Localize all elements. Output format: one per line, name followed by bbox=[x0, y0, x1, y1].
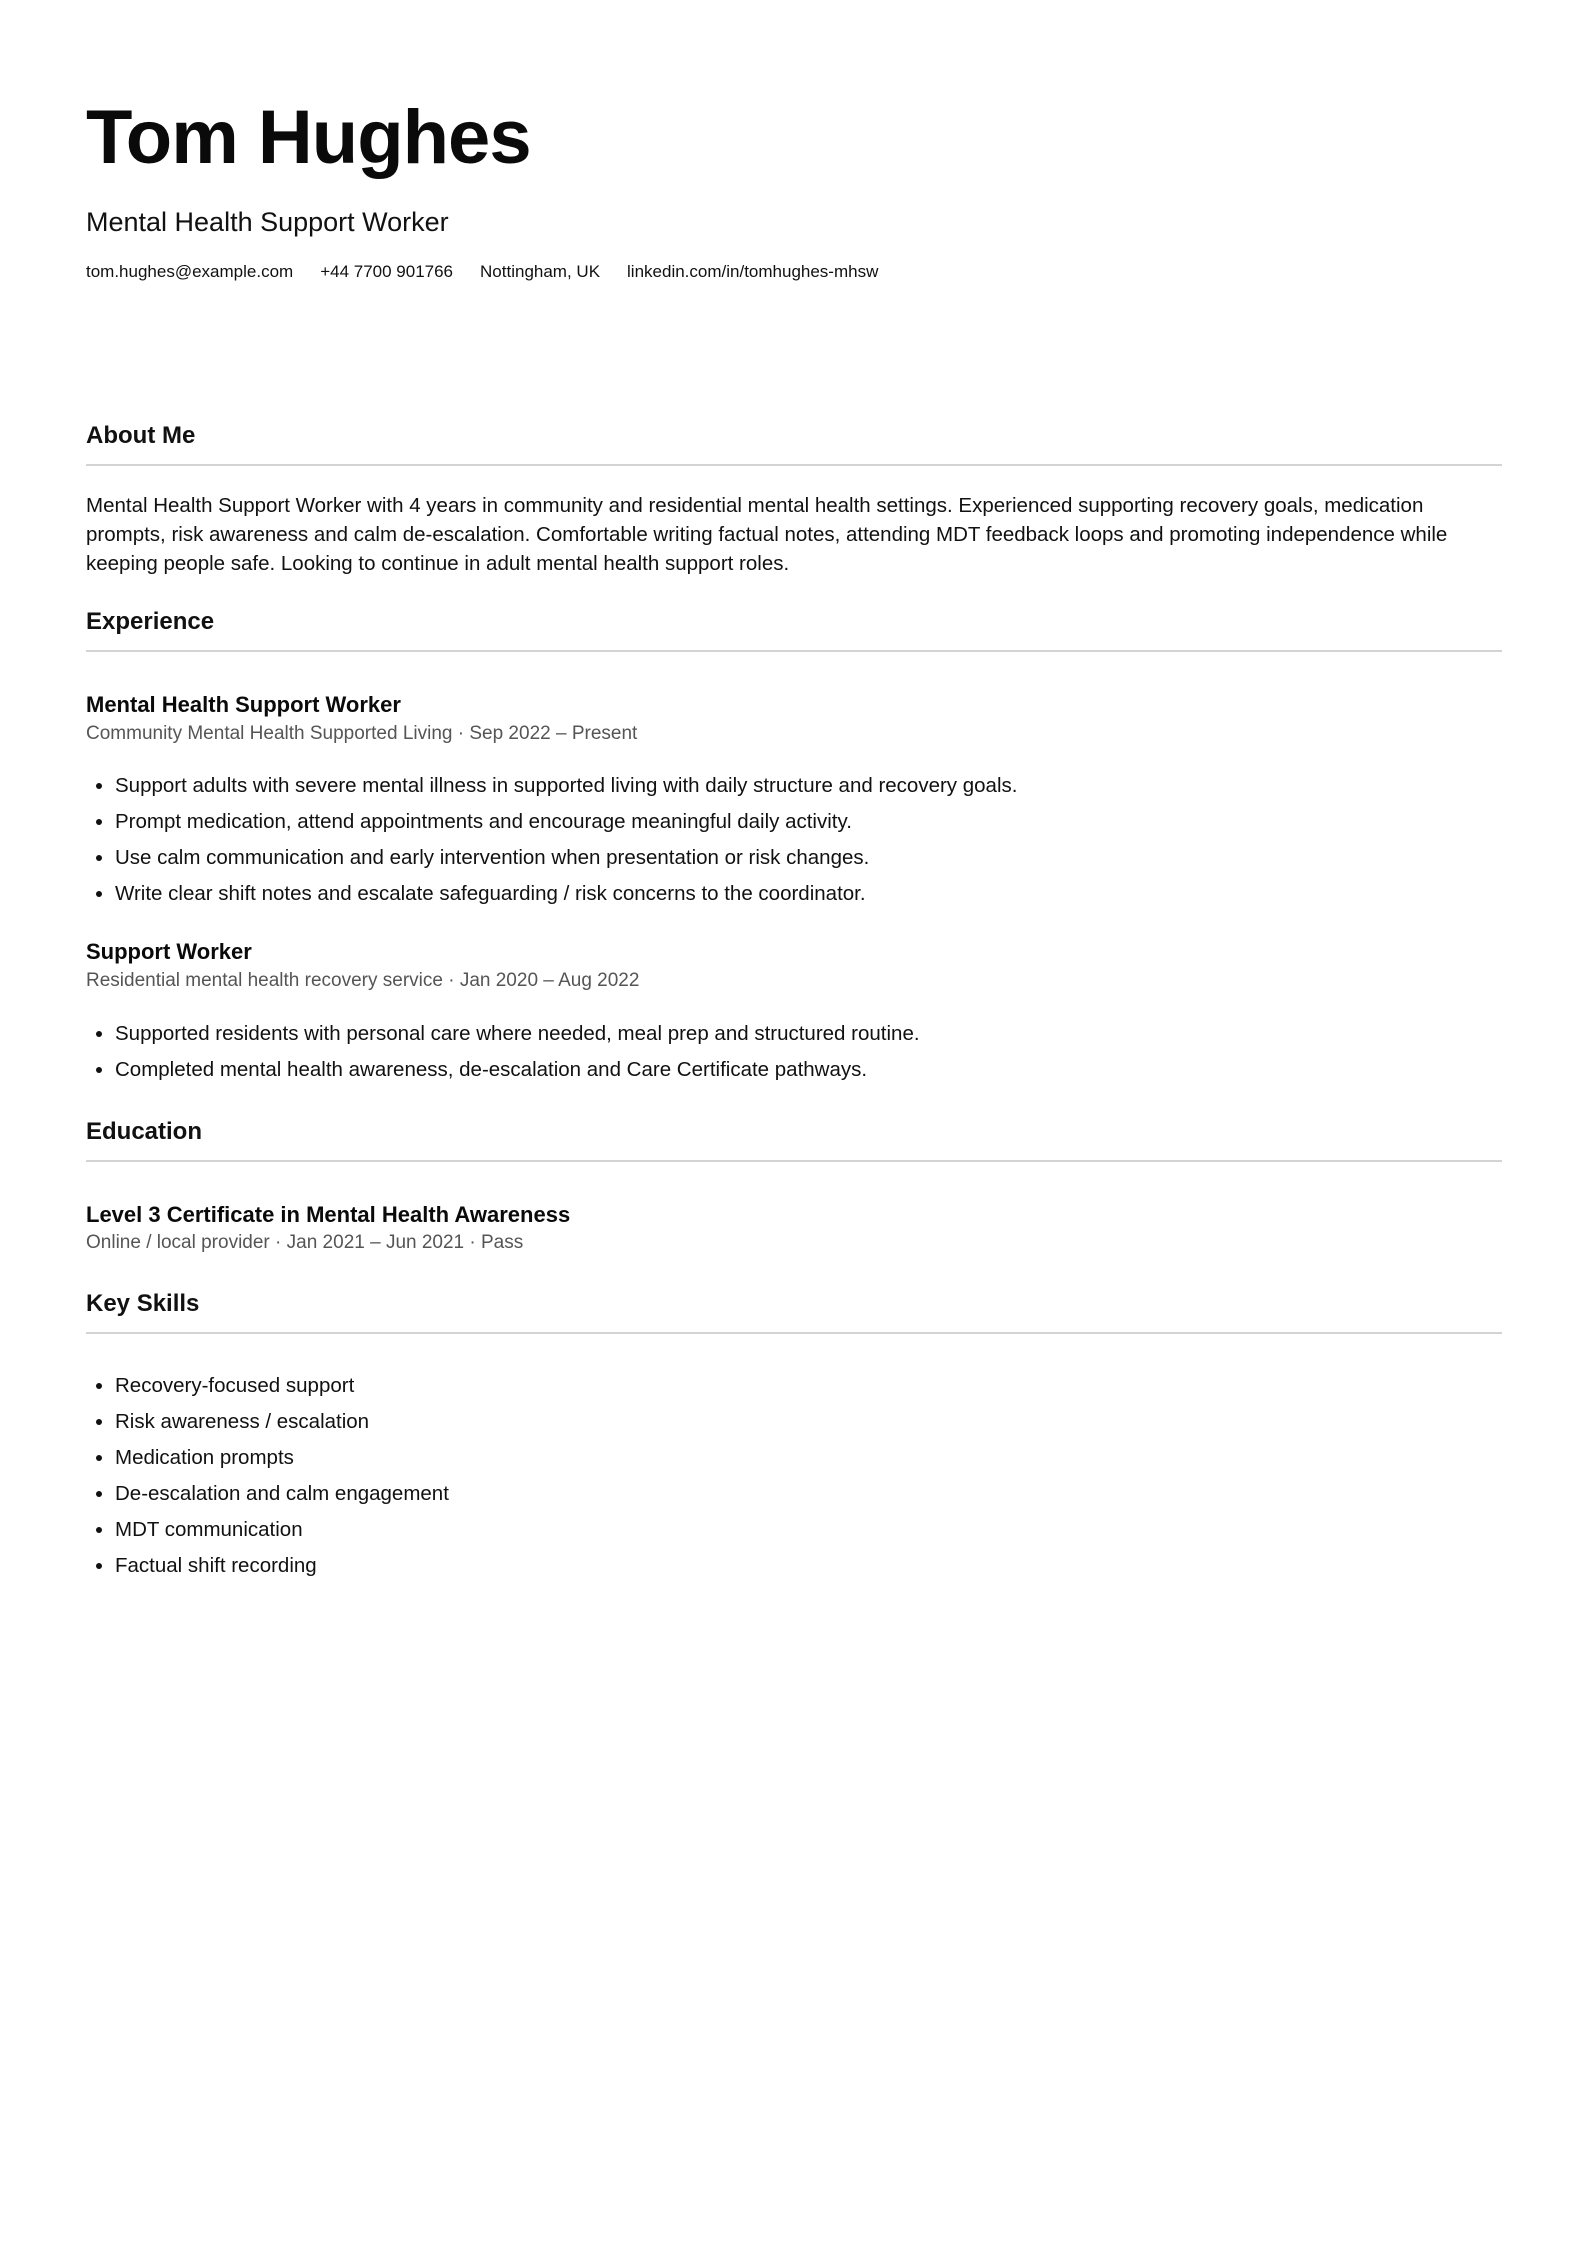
job-bullet: • Use calm communication and early intervention when presentation or risk changes. bbox=[115, 840, 1502, 876]
skills-list bbox=[86, 1368, 1502, 1584]
section-title-experience: Experience bbox=[86, 608, 1502, 652]
job-title: Mental Health Support Worker bbox=[86, 692, 401, 718]
contact-email: tom.hughes@example.com bbox=[86, 262, 294, 282]
skill-item: • Medication prompts bbox=[115, 1440, 1502, 1476]
skill-item: • Factual shift recording bbox=[115, 1548, 1502, 1584]
job-bullet: • Supported residents with personal care where needed, meal prep and structured routine. bbox=[115, 1016, 1502, 1052]
education-meta: Online / local provider · Jan 2021 – Jun 2021 · Pass bbox=[86, 1231, 524, 1253]
contact-location: Nottingham, UK bbox=[480, 262, 601, 282]
education-entry bbox=[86, 1202, 1502, 1256]
section-title-skills: Key Skills bbox=[86, 1290, 1502, 1334]
education-section bbox=[86, 1118, 1502, 1256]
skills-section bbox=[86, 1290, 1502, 1584]
skill-item: • Recovery-focused support bbox=[115, 1368, 1502, 1404]
job-bullets bbox=[86, 1016, 1502, 1088]
experience-section bbox=[86, 608, 1502, 1087]
candidate-name: Tom Hughes bbox=[86, 95, 531, 180]
job-entry bbox=[86, 692, 1502, 912]
education-title: Level 3 Certificate in Mental Health Awareness bbox=[86, 1201, 571, 1227]
section-title-about: About Me bbox=[86, 422, 1502, 466]
job-bullet: • Prompt medication, attend appointments and encourage meaningful daily activity. bbox=[115, 804, 1502, 840]
job-bullet: • Support adults with severe mental illness in supported living with daily structure and recovery goals. bbox=[115, 768, 1502, 804]
job-bullet: • Completed mental health awareness, de-escalation and Care Certificate pathways. bbox=[115, 1052, 1502, 1088]
job-entry bbox=[86, 939, 1502, 1087]
skill-item: • Risk awareness / escalation bbox=[115, 1404, 1502, 1440]
resume-header bbox=[86, 95, 1502, 282]
job-bullet: • Write clear shift notes and escalate safeguarding / risk concerns to the coordinator. bbox=[115, 876, 1502, 912]
section-title-education: Education bbox=[86, 1118, 1502, 1162]
candidate-headline: Mental Health Support Worker bbox=[86, 207, 449, 237]
skill-item: • De-escalation and calm engagement bbox=[115, 1476, 1502, 1512]
job-bullets bbox=[86, 768, 1502, 912]
job-meta: Community Mental Health Supported Living · Sep 2022 – Present bbox=[86, 722, 638, 744]
skill-item: • MDT communication bbox=[115, 1512, 1502, 1548]
contact-row bbox=[86, 262, 1502, 282]
job-title: Support Worker bbox=[86, 939, 252, 965]
contact-linkedin: linkedin.com/in/tomhughes-mhsw bbox=[627, 262, 879, 282]
contact-phone: +44 7700 901766 bbox=[320, 262, 454, 282]
job-meta: Residential mental health recovery service · Jan 2020 – Aug 2022 bbox=[86, 969, 640, 991]
about-section bbox=[86, 422, 1502, 578]
about-text: Mental Health Support Worker with 4 years in community and residential mental health settings. Experienced supporting recovery goals, medication prompts, risk awareness and calm de-escalation. Comfortable writing factual notes, attending MDT feedback loops and promoting independence while keeping people safe. Looking to continue in adult mental health support roles. bbox=[86, 494, 1448, 576]
